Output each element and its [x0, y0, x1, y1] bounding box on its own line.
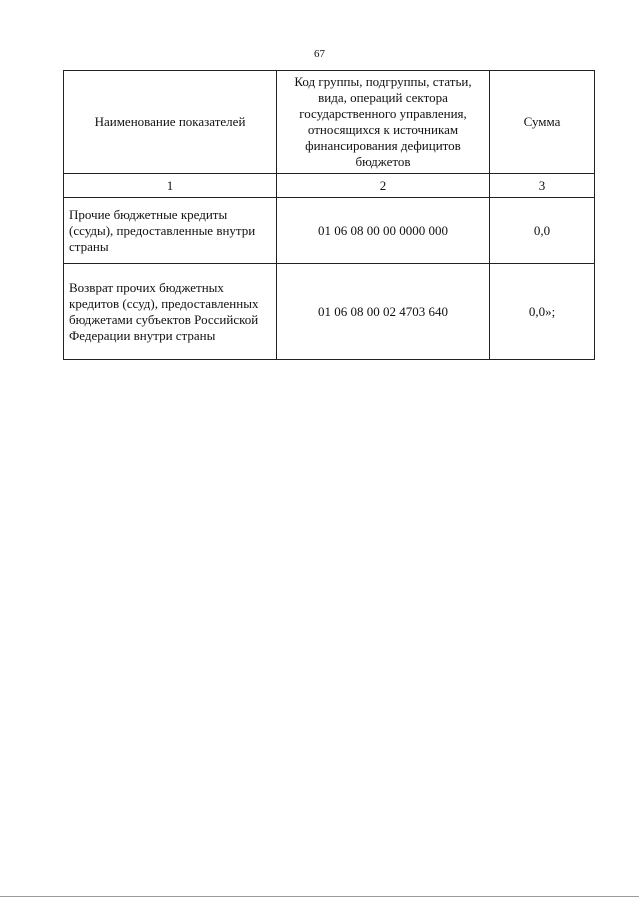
column-number: 2 — [277, 174, 490, 198]
row-indicator-name: Возврат прочих бюджетных кредитов (ссуд), предоставленных бюджетами субъектов Российской Федерации внутри страны — [64, 264, 277, 360]
column-number: 1 — [64, 174, 277, 198]
row-classification-code: 01 06 08 00 02 4703 640 — [277, 264, 490, 360]
table-header-row — [64, 71, 595, 174]
row-classification-code: 01 06 08 00 00 0000 000 — [277, 198, 490, 264]
column-number-row — [64, 174, 595, 198]
header-classification-code: Код группы, подгруппы, статьи, вида, операций сектора государственного управления, относящихся к источникам финансирования дефицитов бюджетов — [277, 71, 490, 174]
header-amount: Сумма — [490, 71, 595, 174]
table-row — [64, 264, 595, 360]
header-indicator-name: Наименование показателей — [64, 71, 277, 174]
row-amount: 0,0 — [490, 198, 595, 264]
row-amount: 0,0»; — [490, 264, 595, 360]
scan-bottom-edge-line — [0, 896, 639, 897]
row-indicator-name: Прочие бюджетные кредиты (ссуды), предоставленные внутри страны — [64, 198, 277, 264]
column-number: 3 — [490, 174, 595, 198]
table-row — [64, 198, 595, 264]
budget-sources-table — [63, 70, 595, 360]
page-number: 67 — [314, 48, 325, 60]
